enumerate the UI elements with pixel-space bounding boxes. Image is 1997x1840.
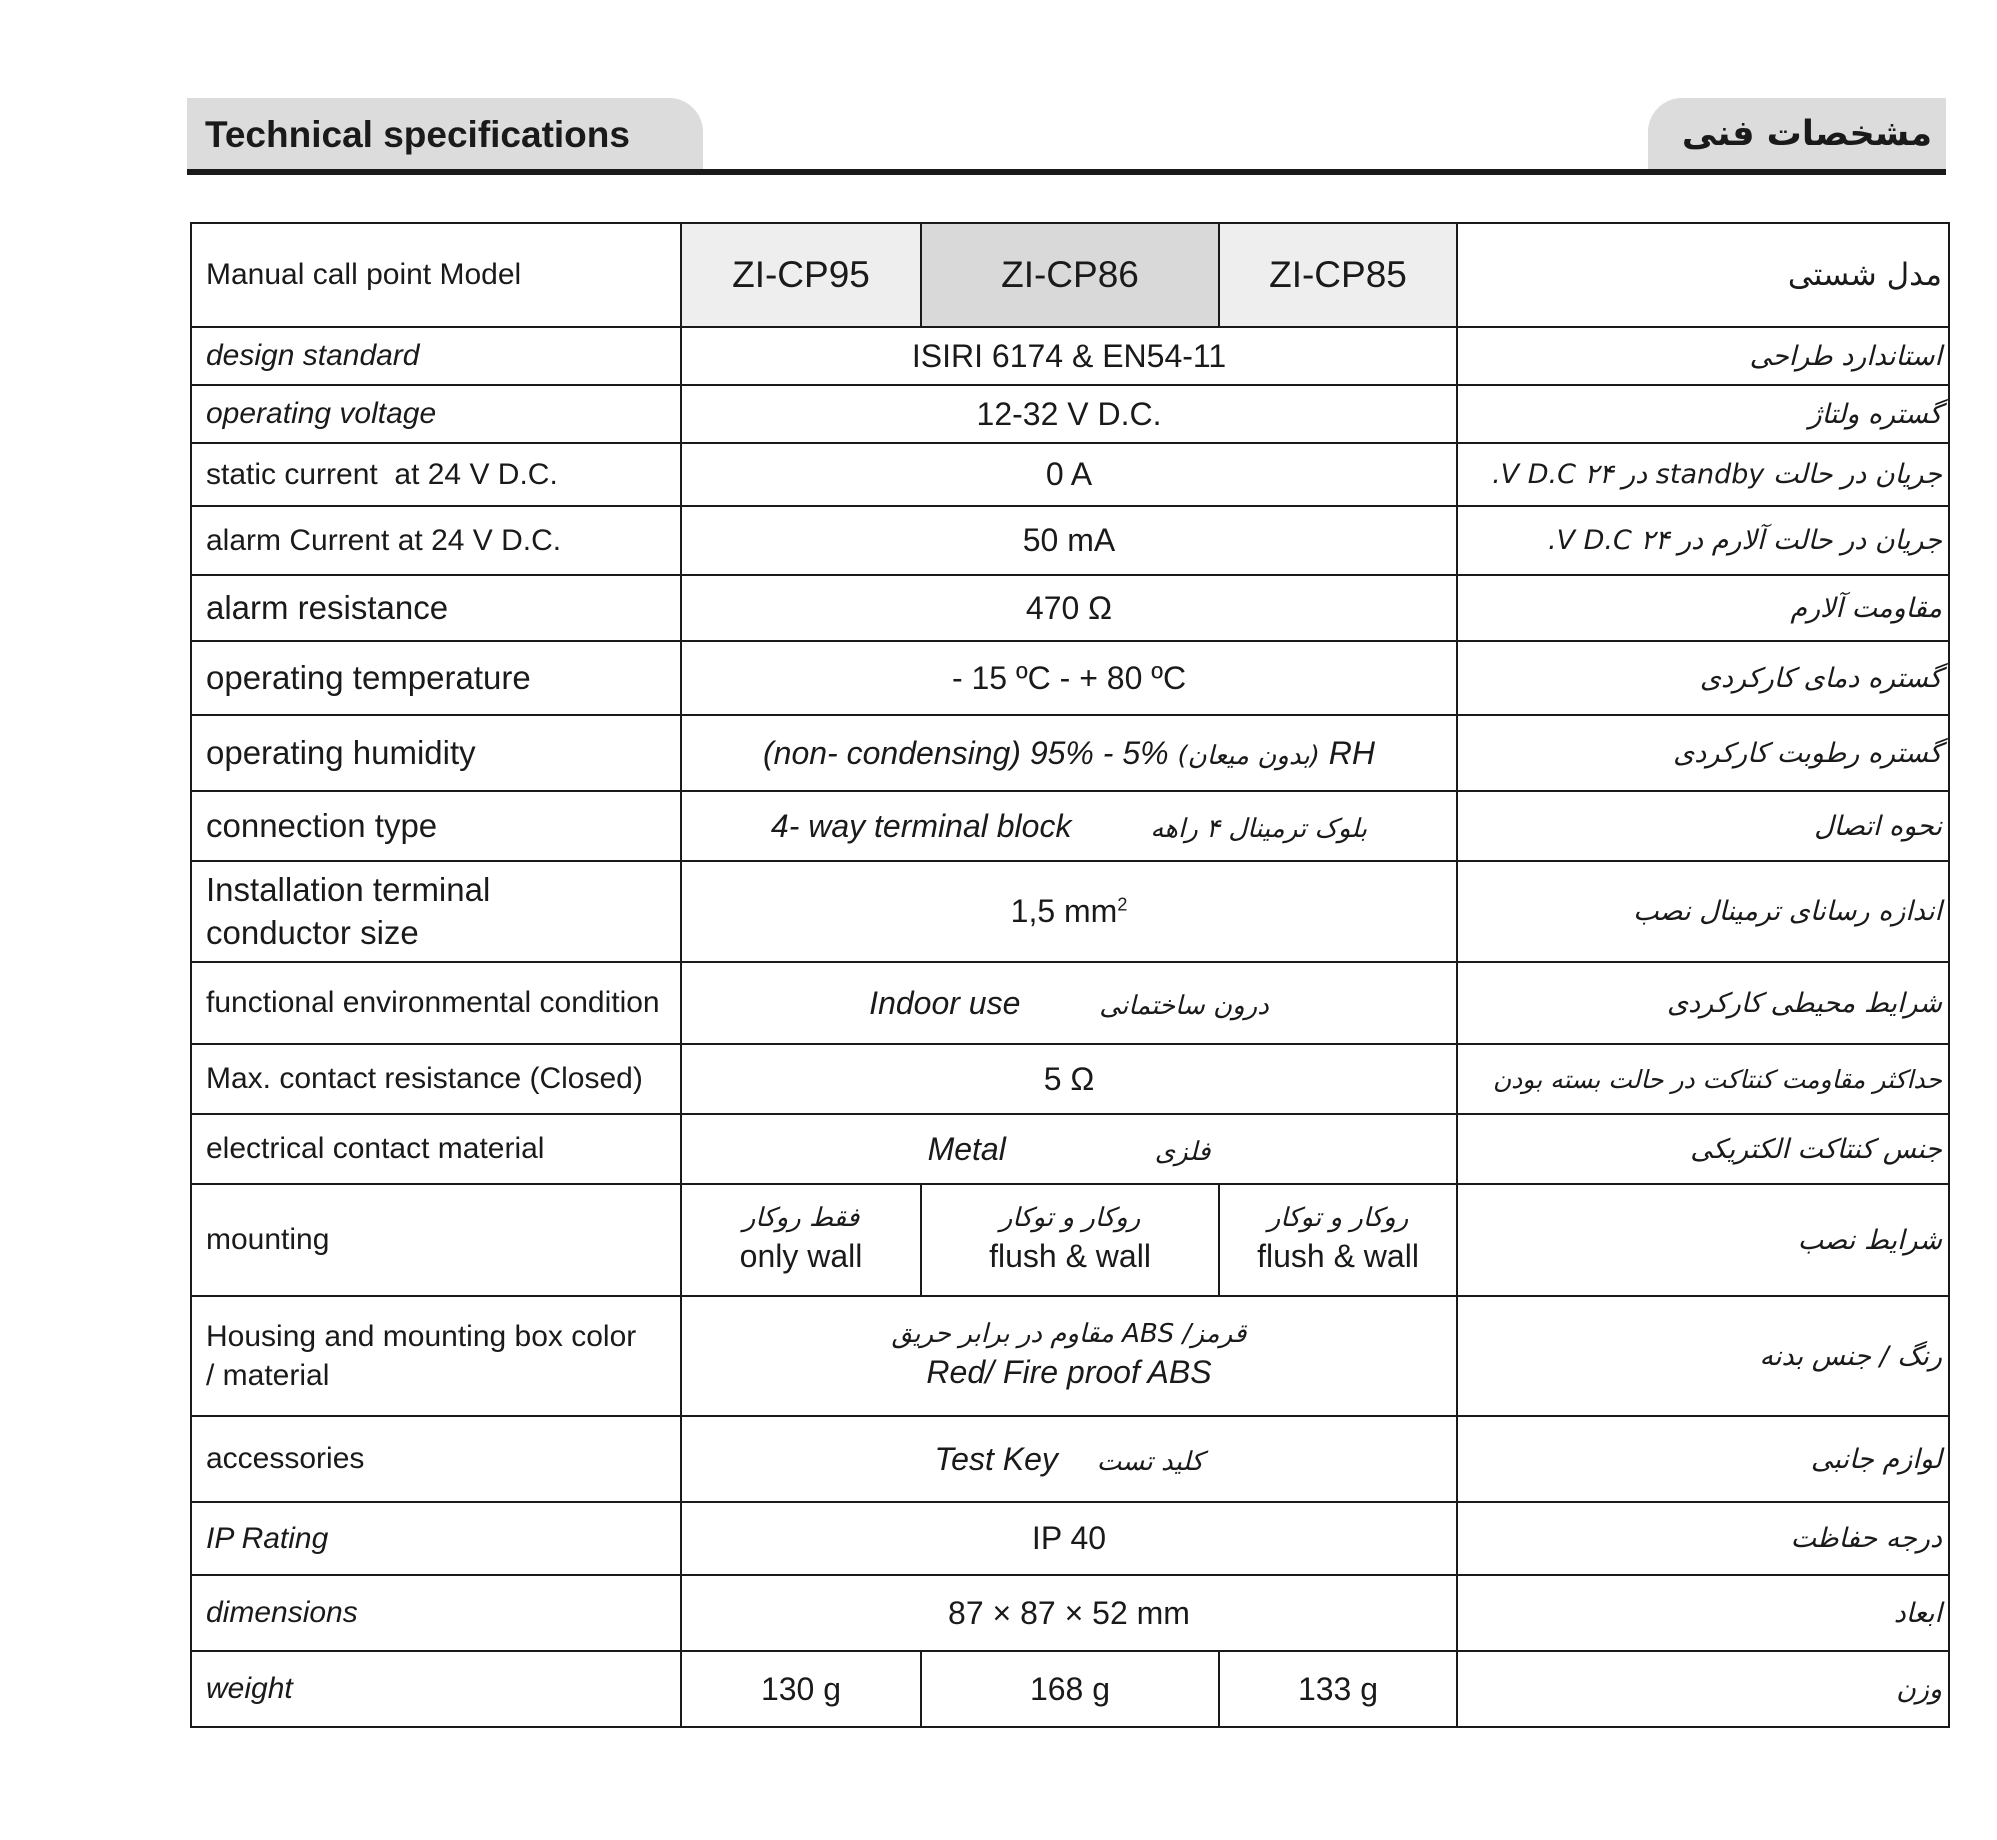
connection-type-fa: بلوک ترمینال ۴ راهه <box>1150 813 1368 844</box>
operating-temperature-value: - 15 ºC - + 80 ºC <box>681 641 1457 715</box>
table-row <box>191 385 1949 443</box>
accessories-fa: کلید تست <box>1096 1446 1204 1477</box>
mounting-fa-1: فقط روکار <box>742 1203 860 1234</box>
connection-type-label-persian: نحوه اتصال <box>1457 791 1949 861</box>
housing-value <box>681 1296 1457 1416</box>
alarm-current-label-persian: جریان در حالت آلارم در ۲۴ V D.C. <box>1457 506 1949 575</box>
mounting-fa-3: روکار و توکار <box>1267 1203 1409 1234</box>
table-row <box>191 791 1949 861</box>
housing-label-persian: رنگ / جنس بدنه <box>1457 1296 1949 1416</box>
alarm-current-value: 50 mA <box>681 506 1457 575</box>
contact-resistance-value: 5 Ω <box>681 1044 1457 1114</box>
contact-material-fa: فلزی <box>1154 1136 1211 1167</box>
contact-resistance-label-persian: حداکثر مقاومت کنتاکت در حالت بسته بودن <box>1457 1044 1949 1114</box>
weight-zi-cp95: 130 g <box>681 1651 921 1727</box>
mounting-fa-2: روکار و توکار <box>999 1203 1141 1234</box>
design-standard-label-persian: استاندارد طراحی <box>1457 327 1949 385</box>
conductor-size-label <box>191 861 681 962</box>
table-row <box>191 1296 1949 1416</box>
connection-type-value <box>681 791 1457 861</box>
housing-value-en: Red/ Fire proof ABS <box>926 1354 1212 1391</box>
operating-voltage-label-persian: گستره ولتاژ <box>1457 385 1949 443</box>
housing-label-line2: / material <box>206 1359 330 1392</box>
accessories-label: accessories <box>191 1416 681 1502</box>
model-zi-cp95: ZI-CP95 <box>681 223 921 327</box>
alarm-resistance-label: alarm resistance <box>191 575 681 641</box>
weight-zi-cp86: 168 g <box>921 1651 1219 1727</box>
table-row <box>191 506 1949 575</box>
table-row <box>191 641 1949 715</box>
contact-resistance-label: Max. contact resistance (Closed) <box>191 1044 681 1114</box>
operating-humidity-value <box>681 715 1457 791</box>
weight-label: weight <box>191 1651 681 1727</box>
connection-type-label: connection type <box>191 791 681 861</box>
design-standard-label: design standard <box>191 327 681 385</box>
mounting-en-1: only wall <box>739 1238 863 1275</box>
operating-temperature-label: operating temperature <box>191 641 681 715</box>
dimensions-label-persian: ابعاد <box>1457 1575 1949 1651</box>
model-zi-cp86: ZI-CP86 <box>921 223 1219 327</box>
contact-material-label-persian: جنس کنتاکت الکتریکی <box>1457 1114 1949 1184</box>
environment-label-persian: شرایط محیطی کارکردی <box>1457 962 1949 1044</box>
page-title-persian: مشخصات فنی <box>1681 114 1932 154</box>
static-current-value: 0 A <box>681 443 1457 506</box>
table-row <box>191 861 1949 962</box>
table-row <box>191 1184 1949 1296</box>
housing-label-line1: Housing and mounting box color <box>206 1320 637 1353</box>
humidity-note-fa: (بدون میعان) <box>1177 740 1320 771</box>
environment-label: functional environmental condition <box>191 962 681 1044</box>
contact-material-label: electrical contact material <box>191 1114 681 1184</box>
operating-humidity-label: operating humidity <box>191 715 681 791</box>
mounting-value-zi-cp86 <box>921 1184 1219 1296</box>
table-row <box>191 1575 1949 1651</box>
model-zi-cp85: ZI-CP85 <box>1219 223 1457 327</box>
table-row <box>191 715 1949 791</box>
mounting-en-3: flush & wall <box>1257 1238 1419 1275</box>
mounting-value-zi-cp85 <box>1219 1184 1457 1296</box>
table-row <box>191 443 1949 506</box>
spec-table <box>190 222 1950 1728</box>
header-rule <box>187 169 1946 175</box>
table-row <box>191 575 1949 641</box>
table-row <box>191 1114 1949 1184</box>
table-row <box>191 1651 1949 1727</box>
environment-value <box>681 962 1457 1044</box>
humidity-note-en: (non- condensing) <box>763 734 1021 771</box>
alarm-resistance-label-persian: مقاومت آلارم <box>1457 575 1949 641</box>
title-tab-persian <box>1648 98 1946 171</box>
title-tab-english <box>187 98 703 171</box>
environment-en: Indoor use <box>869 984 1021 1021</box>
table-row-model <box>191 223 1949 327</box>
contact-material-en: Metal <box>927 1130 1006 1167</box>
operating-temperature-label-persian: گستره دمای کارکردی <box>1457 641 1949 715</box>
dimensions-value: 87 × 87 × 52 mm <box>681 1575 1457 1651</box>
ip-rating-label-persian: درجه حفاظت <box>1457 1502 1949 1575</box>
housing-label <box>191 1296 681 1416</box>
model-label-persian: مدل شستی <box>1457 223 1949 327</box>
table-row <box>191 327 1949 385</box>
conductor-size-label-line1: Installation terminal <box>206 870 491 908</box>
mounting-en-2: flush & wall <box>989 1238 1151 1275</box>
alarm-resistance-value: 470 Ω <box>681 575 1457 641</box>
static-current-label-persian: جریان در حالت standby در ۲۴ V D.C. <box>1457 443 1949 506</box>
accessories-label-persian: لوازم جانبی <box>1457 1416 1949 1502</box>
table-row <box>191 962 1949 1044</box>
design-standard-value: ISIRI 6174 & EN54-11 <box>681 327 1457 385</box>
operating-voltage-label: operating voltage <box>191 385 681 443</box>
housing-value-fa: قرمز/ ABS مقاوم در برابر حریق <box>891 1319 1247 1350</box>
operating-humidity-label-persian: گستره رطوبت کارکردی <box>1457 715 1949 791</box>
mounting-value-zi-cp95 <box>681 1184 921 1296</box>
accessories-en: Test Key <box>934 1440 1058 1477</box>
conductor-size-exponent: 2 <box>1117 894 1128 915</box>
table-row <box>191 1416 1949 1502</box>
ip-rating-value: IP 40 <box>681 1502 1457 1575</box>
conductor-size-label-line2: conductor size <box>206 913 419 951</box>
connection-type-en: 4- way terminal block <box>770 807 1072 844</box>
dimensions-label: dimensions <box>191 1575 681 1651</box>
table-row <box>191 1502 1949 1575</box>
page-title: Technical specifications <box>205 114 630 155</box>
model-label: Manual call point Model <box>191 223 681 327</box>
conductor-size-number: 1,5 mm <box>1010 893 1118 929</box>
static-current-label: static current at 24 V D.C. <box>191 443 681 506</box>
contact-material-value <box>681 1114 1457 1184</box>
conductor-size-label-persian: اندازه رسانای ترمینال نصب <box>1457 861 1949 962</box>
ip-rating-label: IP Rating <box>191 1502 681 1575</box>
mounting-label: mounting <box>191 1184 681 1296</box>
environment-fa: درون ساختمانی <box>1099 990 1269 1021</box>
alarm-current-label: alarm Current at 24 V D.C. <box>191 506 681 575</box>
mounting-label-persian: شرایط نصب <box>1457 1184 1949 1296</box>
conductor-size-value <box>681 861 1457 962</box>
weight-label-persian: وزن <box>1457 1651 1949 1727</box>
accessories-value <box>681 1416 1457 1502</box>
humidity-range: 5% - 95% RH <box>1029 734 1375 771</box>
operating-voltage-value: 12-32 V D.C. <box>681 385 1457 443</box>
weight-zi-cp85: 133 g <box>1219 1651 1457 1727</box>
table-row <box>191 1044 1949 1114</box>
